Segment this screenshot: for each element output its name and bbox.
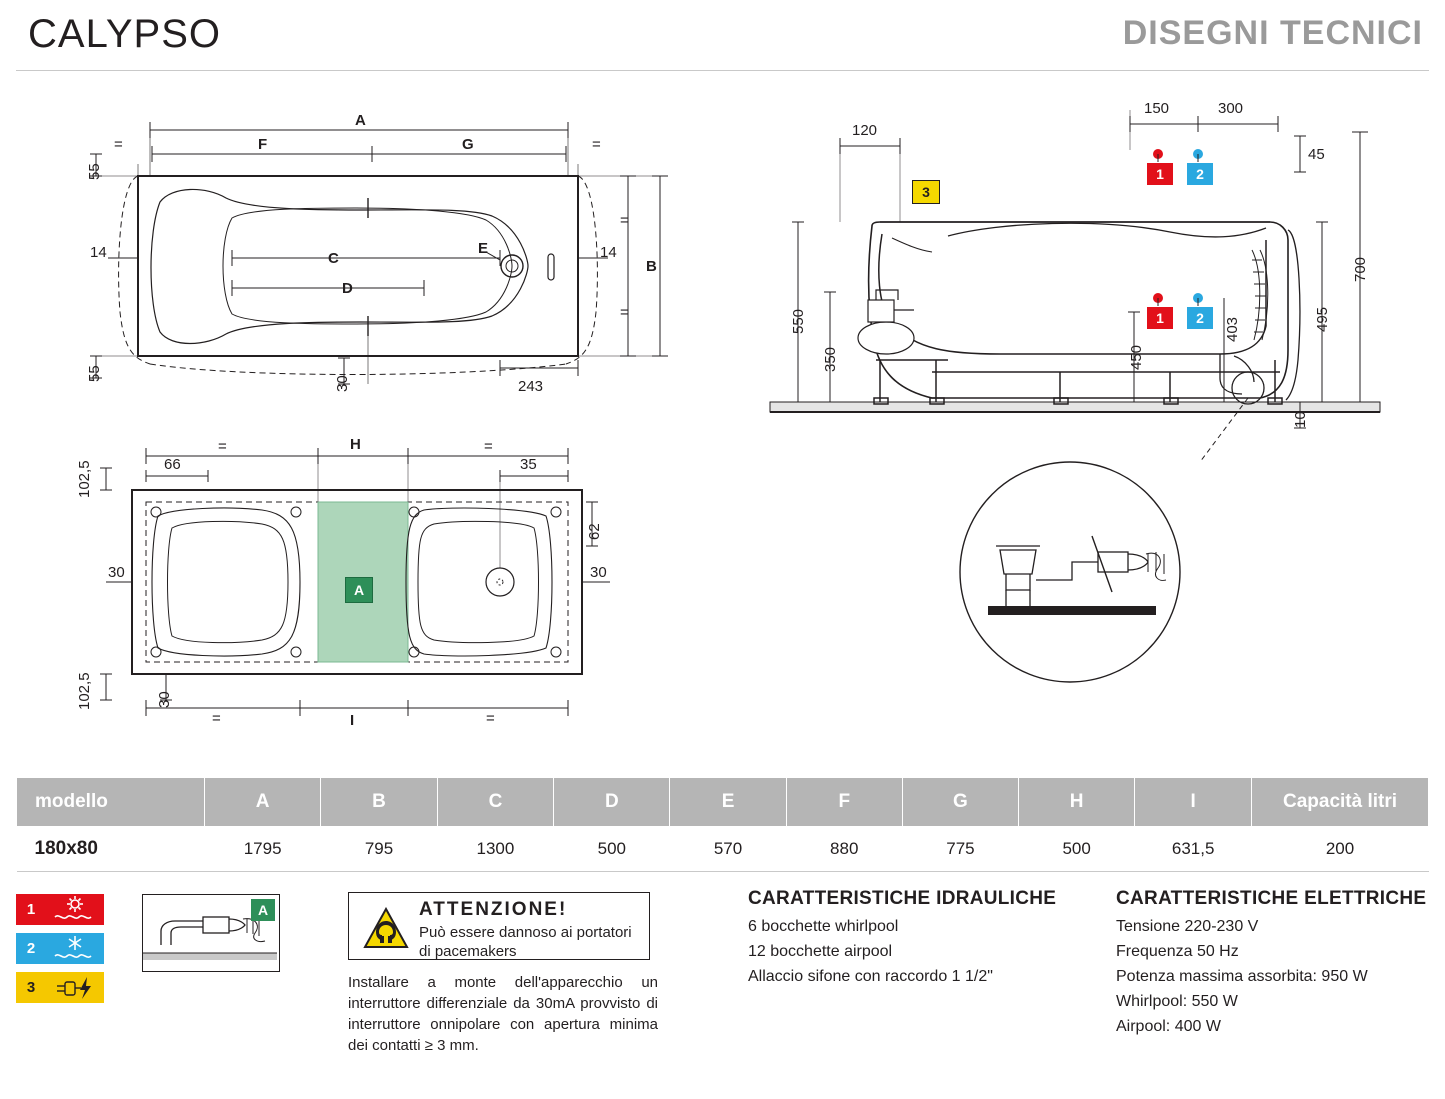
dim-eq-top-right: = (484, 438, 493, 455)
siphon-detail-box (142, 894, 280, 972)
table-header-cell: H (1019, 778, 1135, 827)
dim-label-D: D (342, 280, 353, 297)
warning-box (348, 892, 650, 960)
dim-label-300: 300 (1218, 100, 1244, 117)
dim-label-C: C (328, 250, 339, 267)
electric-line: Tensione 220-230 V (1116, 918, 1259, 935)
table-header-cell: G (902, 778, 1018, 827)
zone-a-badge: A (345, 577, 373, 603)
electric-line: Frequenza 50 Hz (1116, 943, 1239, 960)
table-header-cell: D (554, 778, 670, 827)
connection-badge-1-top: 1 (1146, 162, 1174, 186)
dim-label-14-right: 14 (600, 244, 617, 261)
side-section-svg (700, 110, 1445, 750)
table-cell: 1300 (437, 827, 554, 872)
table-cell: 200 (1252, 827, 1429, 872)
dim-label-45: 45 (1308, 146, 1325, 163)
dim-label-1025-top: 102,5 (76, 460, 93, 498)
top-view-drawing (0, 72, 700, 402)
dim-label-I: I (350, 712, 355, 729)
dim-label-150: 150 (1144, 100, 1170, 117)
electric-title: CARATTERISTICHE ELETTRICHE (1116, 888, 1427, 909)
legend-number-1: 1 (16, 894, 46, 925)
installation-note: Installare a monte dell'apparecchio un interruttore differenziale da 30mA provvisto di interruttore onnipolare con apertura minima dei contatti ≥ 3 mm. (348, 974, 658, 1054)
page-header (0, 0, 1445, 72)
electric-line: Potenza massima assorbita: 950 W (1116, 968, 1368, 985)
header-divider (16, 70, 1429, 71)
hydraulic-title: CARATTERISTICHE IDRAULICHE (748, 888, 1057, 909)
dim-eq-b-top: = (620, 212, 629, 229)
dim-label-H: H (350, 436, 361, 453)
brand-title: CALYPSO (28, 12, 221, 56)
electric-line: Airpool: 400 W (1116, 1018, 1221, 1035)
dim-label-120: 120 (852, 122, 878, 139)
dim-label-G: G (462, 136, 474, 153)
dim-label-450: 450 (1128, 344, 1145, 370)
table-cell: 880 (786, 827, 902, 872)
connection-badge-1-bottom: 1 (1146, 306, 1174, 330)
dim-label-E: E (478, 240, 489, 257)
page-title: DISEGNI TECNICI (1122, 14, 1423, 52)
frame-view-drawing (0, 412, 700, 742)
dim-label-14-left: 14 (90, 244, 107, 261)
dim-label-1025-bottom: 102,5 (76, 672, 93, 710)
dim-eq-top-left: = (218, 438, 227, 455)
connection-badge-3: 3 (912, 180, 940, 204)
table-header-row (17, 778, 1429, 827)
warning-triangle-icon (363, 907, 409, 951)
table-row (17, 827, 1429, 872)
dim-label-30-bottom: 30 (334, 375, 351, 392)
table-cell: 1795 (204, 827, 321, 872)
dim-label-66: 66 (164, 456, 181, 473)
dim-label-30-bottom: 30 (156, 691, 173, 708)
dim-label-F: F (258, 136, 268, 153)
table-cell-model: 180x80 (17, 827, 205, 872)
dim-label-403: 403 (1224, 316, 1241, 342)
siphon-zone-badge: A (251, 899, 275, 921)
dim-label-55-bottom: 55 (86, 365, 103, 382)
dim-label-55-top: 55 (86, 163, 103, 180)
legend-number-2: 2 (16, 933, 46, 964)
legend-item-cold (16, 933, 136, 966)
table-cell: 795 (321, 827, 437, 872)
table-header-cell: I (1135, 778, 1252, 827)
electric-icon (46, 972, 104, 1003)
connection-badge-2-bottom: 2 (1186, 306, 1214, 330)
legend-column (16, 894, 136, 1011)
electric-line: Whirlpool: 550 W (1116, 993, 1238, 1010)
electric-specs (1116, 888, 1445, 1039)
dim-label-62: 62 (586, 523, 603, 540)
table-header-cell: Capacità litri (1252, 778, 1429, 827)
dim-label-A: A (355, 112, 366, 129)
table-header-cell: E (670, 778, 786, 827)
table-header-cell: C (437, 778, 554, 827)
dim-eq-b-bottom: = (620, 304, 629, 321)
dim-label-35: 35 (520, 456, 537, 473)
dim-label-30-right: 30 (590, 564, 607, 581)
connection-badge-2-top: 2 (1186, 162, 1214, 186)
dim-label-495: 495 (1314, 306, 1331, 332)
hydraulic-line: 6 bocchette whirlpool (748, 918, 899, 935)
hydraulic-line: Allaccio sifone con raccordo 1 1/2" (748, 968, 993, 985)
table-header-cell: B (321, 778, 437, 827)
table-cell: 500 (554, 827, 670, 872)
table-header-cell: A (204, 778, 321, 827)
table-header-cell: modello (17, 778, 205, 827)
dim-eq-right: = (592, 136, 601, 153)
top-view-svg (0, 72, 700, 402)
footer-legend (16, 888, 1429, 1088)
table-cell: 631,5 (1135, 827, 1252, 872)
dim-eq-left: = (114, 136, 123, 153)
dim-label-700: 700 (1352, 256, 1369, 282)
warning-text: Può essere dannoso ai portatori di pacemakers (419, 924, 632, 960)
legend-item-electric (16, 972, 136, 1005)
table-header-cell: F (786, 778, 902, 827)
legend-number-3: 3 (16, 972, 46, 1003)
dim-eq-bot-right: = (486, 710, 495, 727)
table-cell: 500 (1019, 827, 1135, 872)
table-cell: 775 (902, 827, 1018, 872)
dim-label-B: B (646, 258, 657, 275)
table-cell: 570 (670, 827, 786, 872)
hydraulic-specs (748, 888, 1098, 989)
hot-water-icon (46, 894, 104, 925)
dim-label-10: 10 (1292, 411, 1309, 428)
dim-label-243: 243 (518, 378, 544, 395)
cold-water-icon (46, 933, 104, 964)
dim-label-350: 350 (822, 346, 839, 372)
hydraulic-line: 12 bocchette airpool (748, 943, 893, 960)
dimensions-table (16, 777, 1429, 872)
warning-title: ATTENZIONE! (419, 899, 568, 920)
dim-label-550: 550 (790, 308, 807, 334)
legend-item-hot (16, 894, 136, 927)
dim-eq-bot-left: = (212, 710, 221, 727)
dim-label-30-left: 30 (108, 564, 125, 581)
side-section-drawing (700, 100, 1445, 750)
